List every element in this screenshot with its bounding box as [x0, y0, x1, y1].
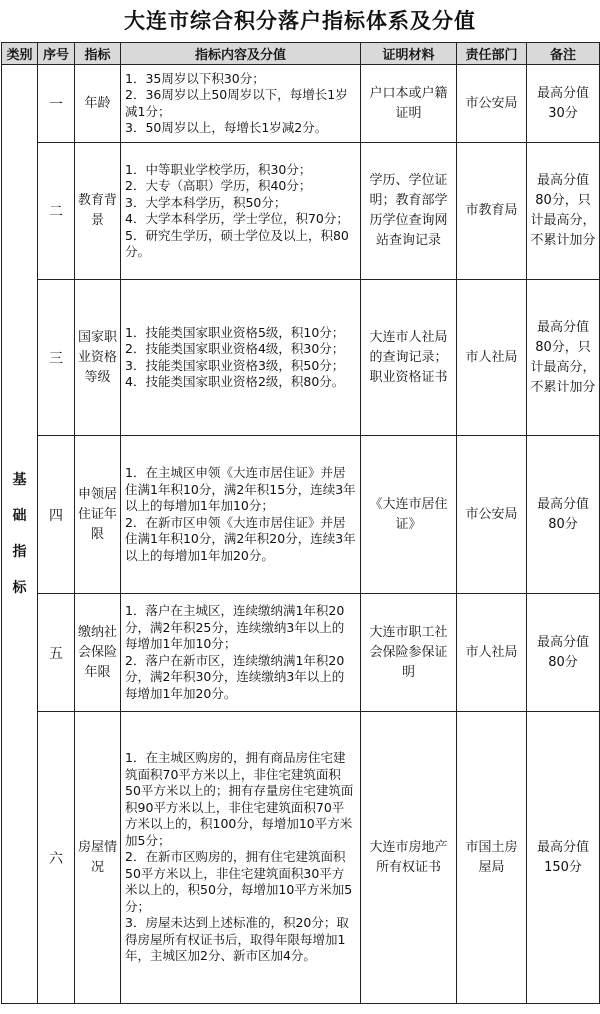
content-line: 1．技能类国家职业资格5级，积10分；	[125, 324, 345, 340]
category-char: 础	[12, 508, 27, 524]
row-indicator: 教育背景	[75, 143, 121, 280]
header-index: 序号	[38, 43, 75, 65]
row-index: 六	[38, 712, 75, 1004]
content-line: 3．技能类国家职业资格3级，积50分；	[125, 357, 345, 373]
row-note: 最高分值150分	[527, 712, 600, 1004]
category-char: 基	[12, 472, 27, 488]
content-line: 1．在主城区申领《大连市居住证》并居住满1年积10分，满2年积15分，连续3年以上的每增加1年加10分；	[125, 465, 356, 513]
row-material: 大连市人社局的查询记录；职业资格证书	[361, 280, 457, 436]
table-row	[2, 436, 600, 594]
row-indicator: 年龄	[75, 65, 121, 143]
row-note: 最高分值80分，只计最高分，不累计加分	[527, 143, 600, 280]
table-row	[2, 594, 600, 712]
content-line: 2．落户在新市区，连续缴纳满1年积20分，满2年积30分，连续缴纳3年以上的每增加1年加20分。	[125, 652, 345, 701]
row-note: 最高分值30分	[527, 65, 600, 143]
content-line: 1．35周岁以下积30分；	[125, 70, 265, 86]
row-index: 四	[38, 436, 75, 594]
header-department: 责任部门	[457, 43, 527, 65]
header-content: 指标内容及分值	[121, 43, 361, 65]
row-material: 《大连市居住证》	[361, 436, 457, 594]
content-line: 2．在新市区申领《大连市居住证》并居住满1年积10分，满2年积20分，连续3年以上的每增加1年加20分。	[125, 514, 356, 563]
content-line: 4．大学本科学历，学士学位，积70分；	[125, 211, 349, 226]
table-row	[2, 65, 600, 143]
content-line: 2．在新市区购房的，拥有住宅建筑面积50平方米以上，非住宅建筑面积30平方米以上的，积50分，每增加10平方米加5分；	[125, 849, 353, 914]
row-material: 户口本或户籍证明	[361, 65, 457, 143]
row-department: 市教育局	[457, 143, 527, 280]
content-line: 4．技能类国家职业资格2级，积80分。	[125, 374, 345, 389]
category-cell	[2, 65, 38, 1004]
row-index: 五	[38, 594, 75, 712]
row-indicator: 申领居住证年限	[75, 436, 121, 594]
content-line: 2．36周岁以上50周岁以下，每增长1岁减1分；	[125, 87, 348, 119]
content-line: 1．落户在主城区，连续缴纳满1年积20分，满2年积25分，连续缴纳3年以上的每增加1年加10分；	[125, 603, 345, 651]
row-content	[121, 436, 361, 594]
header-indicator: 指标	[75, 43, 121, 65]
row-note: 最高分值80分	[527, 436, 600, 594]
content-line: 3．房屋未达到上述标准的，积20分；取得房屋所有权证书后，取得年限每增加1年，主城区加2分、新市区加4分。	[125, 915, 349, 964]
row-content	[121, 143, 361, 280]
row-department: 市公安局	[457, 436, 527, 594]
row-material: 大连市房地产所有权证书	[361, 712, 457, 1004]
row-indicator: 国家职业资格等级	[75, 280, 121, 436]
category-char: 指	[12, 544, 27, 560]
row-index: 二	[38, 143, 75, 280]
row-content	[121, 65, 361, 143]
points-table	[1, 42, 600, 1004]
content-line: 5．研究生学历，硕士学位及以上，积80分。	[125, 227, 349, 259]
table-row	[2, 712, 600, 1004]
row-note: 最高分值80分，只计最高分，不累计加分	[527, 280, 600, 436]
content-line: 2．技能类国家职业资格4级，积30分；	[125, 341, 345, 356]
row-content	[121, 280, 361, 436]
header-note: 备注	[527, 43, 600, 65]
content-line: 2．大专（高职）学历，积40分；	[125, 178, 312, 193]
category-char: 标	[12, 580, 27, 596]
row-material: 大连市职工社会保险参保证明	[361, 594, 457, 712]
content-line: 1．在主城区购房的，拥有商品房住宅建筑面积70平方米以上，非住宅建筑面积50平方米以上的；拥有存量房住宅建筑面积90平方米以上，非住宅建筑面积70平方米以上的，积100分，每增加10平方米加5分；	[125, 750, 354, 848]
content-line: 3．50周岁以上，每增长1岁减2分。	[125, 120, 328, 135]
row-content	[121, 712, 361, 1004]
row-indicator: 房屋情况	[75, 712, 121, 1004]
row-material: 学历、学位证明；教育部学历学位查询网站查询记录	[361, 143, 457, 280]
content-line: 1．中等职业学校学历，积30分；	[125, 161, 312, 177]
row-note: 最高分值80分	[527, 594, 600, 712]
row-content	[121, 594, 361, 712]
row-indicator: 缴纳社会保险年限	[75, 594, 121, 712]
row-index: 一	[38, 65, 75, 143]
table-row	[2, 143, 600, 280]
header-row	[2, 43, 600, 65]
table-row	[2, 280, 600, 436]
row-department: 市人社局	[457, 280, 527, 436]
header-material: 证明材料	[361, 43, 457, 65]
row-department: 市公安局	[457, 65, 527, 143]
header-category: 类别	[2, 43, 38, 65]
page-title: 大连市综合积分落户指标体系及分值	[124, 9, 476, 33]
row-department: 市人社局	[457, 594, 527, 712]
row-index: 三	[38, 280, 75, 436]
row-department: 市国土房屋局	[457, 712, 527, 1004]
content-line: 3．大学本科学历，积50分；	[125, 194, 287, 210]
